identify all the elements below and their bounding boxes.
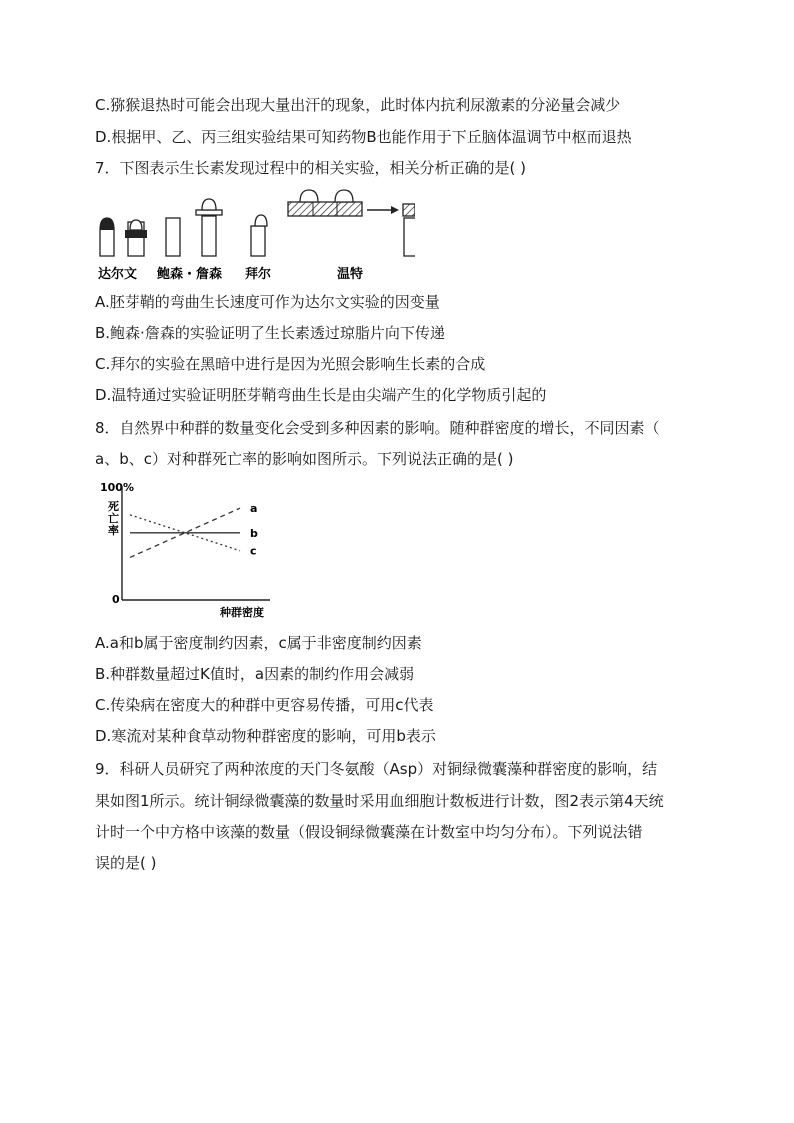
label-boysen: 鲍森・詹森 — [157, 267, 223, 282]
question-9-line4: 误的是( ) — [95, 854, 157, 872]
question-9-line2: 果如图1所示。统计铜绿微囊藻的数量时采用血细胞计数板进行计数，图2表示第4天统 — [95, 792, 664, 810]
option-7c: C.拜尔的实验在黑暗中进行是因为光照会影响生长素的合成 — [95, 355, 486, 373]
text-line-d: D.根据甲、乙、丙三组实验结果可知药物B也能作用于下丘脑体温调节中枢而退热 — [95, 128, 632, 146]
mortality-chart — [100, 478, 280, 620]
option-8d: D.寒流对某种食草动物种群密度的影响，可用b表示 — [95, 727, 436, 745]
auxin-experiments-figure — [95, 186, 415, 282]
origin-label: 0 — [112, 593, 120, 606]
paal-coleoptile — [251, 215, 267, 256]
text-line-c: C.猕猴退热时可能会出现大量出汗的现象，此时体内抗利尿激素的分泌量会减少 — [95, 96, 621, 114]
arrow-icon — [367, 206, 399, 214]
question-8-line1: 8．自然界中种群的数量变化会受到多种因素的影响。随种群密度的增长，不同因素（ — [95, 419, 660, 437]
label-went: 温特 — [337, 267, 364, 282]
went-agar-block — [288, 190, 362, 216]
label-paal: 拜尔 — [245, 267, 272, 282]
question-8-line2: a、b、c）对种群死亡率的影响如图所示。下列说法正确的是( ) — [95, 450, 514, 468]
question-7: 7．下图表示生长素发现过程中的相关实验，相关分析正确的是( ) — [95, 159, 527, 177]
option-8a: A.a和b属于密度制约因素，c属于非密度制约因素 — [95, 634, 422, 652]
boysen-decapitated — [166, 218, 180, 256]
y-tick-top: 100% — [100, 481, 134, 494]
series-label-c: c — [250, 544, 257, 558]
option-7a: A.胚芽鞘的弯曲生长速度可作为达尔文实验的因变量 — [95, 293, 440, 311]
boysen-agar-tip — [196, 199, 222, 256]
darwin-coleoptile — [100, 218, 114, 256]
question-9-line1: 9．科研人员研究了两种浓度的天门冬氨酸（Asp）对铜绿微囊藻种群密度的影响，结 — [95, 760, 658, 778]
y-axis-label: 死亡率 — [108, 500, 119, 537]
series-label-b: b — [250, 526, 258, 540]
boysen-coleoptile-cap — [125, 220, 147, 256]
question-9-line3: 计时一个中方格中该藻的数量（假设铜绿微囊藻在计数室中均匀分布）。下列说法错 — [95, 823, 643, 841]
option-7b: B.鲍森·詹森的实验证明了生长素透过琼脂片向下传递 — [95, 324, 445, 342]
series-label-a: a — [250, 502, 258, 516]
x-axis-label: 种群密度 — [220, 606, 264, 619]
went-coleoptile — [403, 204, 415, 256]
option-7d: D.温特通过实验证明胚芽鞘弯曲生长是由尖端产生的化学物质引起的 — [95, 386, 547, 404]
option-8c: C.传染病在密度大的种群中更容易传播，可用c代表 — [95, 696, 434, 714]
label-darwin: 达尔文 — [98, 267, 138, 282]
option-8b: B.种群数量超过K值时，a因素的制约作用会减弱 — [95, 665, 415, 683]
